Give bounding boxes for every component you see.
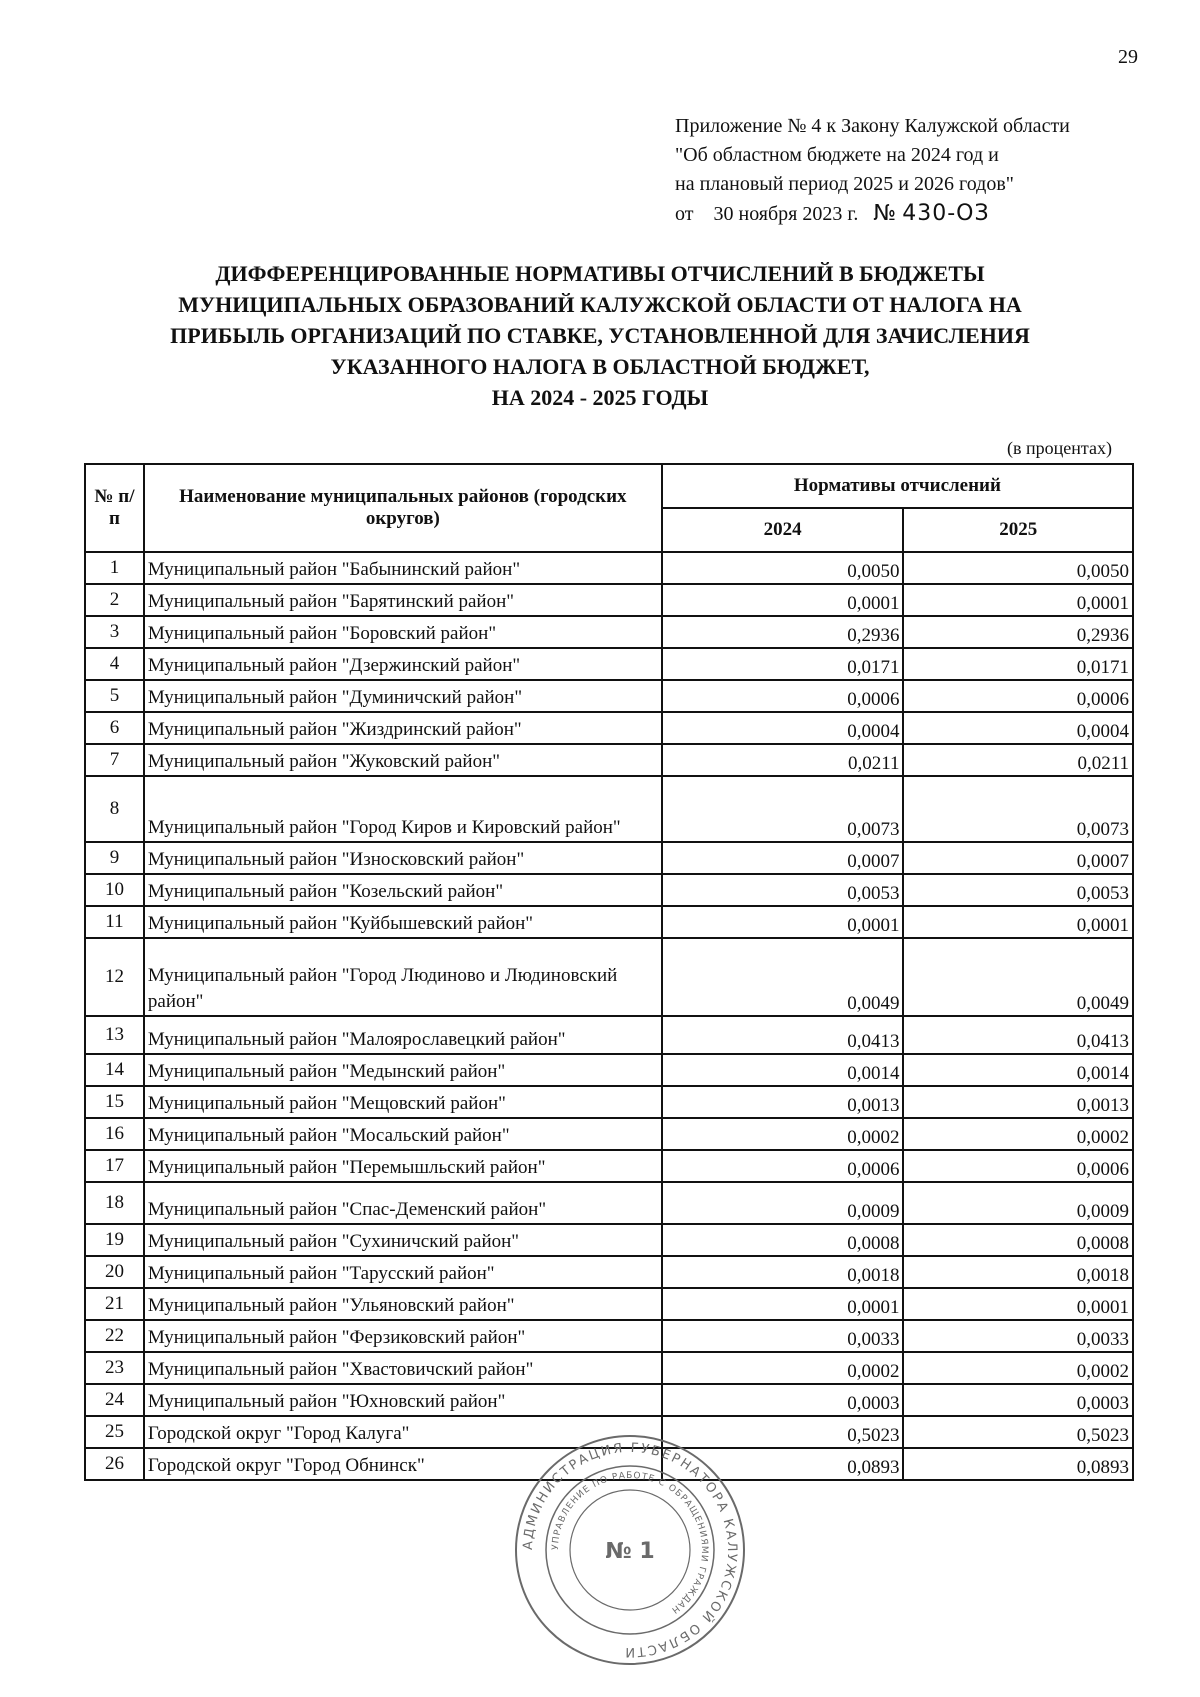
table-row xyxy=(85,1224,1133,1256)
table-row xyxy=(85,1182,1133,1224)
municipality-name: Муниципальный район "Бабынинский район" xyxy=(144,552,662,584)
norm-2025: 0,0004 xyxy=(903,712,1133,744)
row-number: 14 xyxy=(85,1054,144,1086)
municipality-name: Городской округ "Город Обнинск" xyxy=(144,1448,662,1480)
table-row xyxy=(85,1054,1133,1086)
municipality-name: Муниципальный район "Хвастовичский район" xyxy=(144,1352,662,1384)
row-number: 24 xyxy=(85,1384,144,1416)
document-title xyxy=(100,258,1100,413)
norm-2024: 0,0018 xyxy=(662,1256,904,1288)
municipality-name: Муниципальный район "Мещовский район" xyxy=(144,1086,662,1118)
table-row xyxy=(85,1256,1133,1288)
table-row xyxy=(85,1288,1133,1320)
table-row xyxy=(85,1352,1133,1384)
row-number: 8 xyxy=(85,776,144,842)
row-number: 7 xyxy=(85,744,144,776)
municipality-name: Городской округ "Город Калуга" xyxy=(144,1416,662,1448)
norm-2024: 0,0001 xyxy=(662,584,904,616)
norm-2025: 0,0033 xyxy=(903,1320,1133,1352)
norm-2025: 0,2936 xyxy=(903,616,1133,648)
title-line-4: УКАЗАННОГО НАЛОГА В ОБЛАСТНОЙ БЮДЖЕТ, xyxy=(330,354,870,379)
table-row xyxy=(85,712,1133,744)
table-row xyxy=(85,616,1133,648)
norm-2025: 0,0007 xyxy=(903,842,1133,874)
norms-table xyxy=(84,463,1134,1481)
row-number: 5 xyxy=(85,680,144,712)
row-number: 22 xyxy=(85,1320,144,1352)
svg-text:УПРАВЛЕНИЕ ПО РАБОТЕ С ОБРАЩЕН xyxy=(551,1471,709,1615)
table-row xyxy=(85,1118,1133,1150)
header-norms-group: Нормативы отчислений xyxy=(662,464,1133,508)
table-row xyxy=(85,1150,1133,1182)
table-row xyxy=(85,938,1133,1016)
norm-2025: 0,0014 xyxy=(903,1054,1133,1086)
norm-2024: 0,0049 xyxy=(662,938,904,1016)
appendix-date-line xyxy=(675,199,1155,229)
title-line-3: ПРИБЫЛЬ ОРГАНИЗАЦИЙ ПО СТАВКЕ, УСТАНОВЛЕННОЙ ДЛЯ ЗАЧИСЛЕНИЯ xyxy=(170,323,1030,348)
row-number: 20 xyxy=(85,1256,144,1288)
table-row xyxy=(85,1086,1133,1118)
norm-2025: 0,0018 xyxy=(903,1256,1133,1288)
municipality-name: Муниципальный район "Жуковский район" xyxy=(144,744,662,776)
row-number: 16 xyxy=(85,1118,144,1150)
row-number: 19 xyxy=(85,1224,144,1256)
municipality-name: Муниципальный район "Думиничский район" xyxy=(144,680,662,712)
norm-2024: 0,0004 xyxy=(662,712,904,744)
norm-2025: 0,0001 xyxy=(903,906,1133,938)
norm-2025: 0,5023 xyxy=(903,1416,1133,1448)
row-number: 10 xyxy=(85,874,144,906)
municipality-name: Муниципальный район "Ульяновский район" xyxy=(144,1288,662,1320)
municipality-name: Муниципальный район "Жиздринский район" xyxy=(144,712,662,744)
row-number: 1 xyxy=(85,552,144,584)
norm-2024: 0,0014 xyxy=(662,1054,904,1086)
norm-2024: 0,0050 xyxy=(662,552,904,584)
norm-2024: 0,0002 xyxy=(662,1352,904,1384)
table-row xyxy=(85,906,1133,938)
appendix-number-prefix: № xyxy=(873,201,898,226)
norm-2024: 0,0001 xyxy=(662,906,904,938)
norm-2025: 0,0006 xyxy=(903,680,1133,712)
norm-2024: 0,0073 xyxy=(662,776,904,842)
table-row xyxy=(85,1384,1133,1416)
municipality-name: Муниципальный район "Ферзиковский район" xyxy=(144,1320,662,1352)
appendix-line-2: "Об областном бюджете на 2024 год и xyxy=(675,144,999,166)
norm-2025: 0,0002 xyxy=(903,1352,1133,1384)
norm-2025: 0,0002 xyxy=(903,1118,1133,1150)
row-number: 6 xyxy=(85,712,144,744)
norm-2025: 0,0009 xyxy=(903,1182,1133,1224)
title-line-5: НА 2024 - 2025 ГОДЫ xyxy=(491,385,709,410)
appendix-line-3: на плановый период 2025 и 2026 годов" xyxy=(675,173,1014,195)
row-number: 13 xyxy=(85,1016,144,1054)
table-row xyxy=(85,648,1133,680)
header-num: № п/п xyxy=(85,464,144,552)
stamp-middle-ring xyxy=(546,1466,714,1634)
norm-2025: 0,0050 xyxy=(903,552,1133,584)
norm-2024: 0,0033 xyxy=(662,1320,904,1352)
municipality-name: Муниципальный район "Юхновский район" xyxy=(144,1384,662,1416)
row-number: 3 xyxy=(85,616,144,648)
row-number: 17 xyxy=(85,1150,144,1182)
norm-2025: 0,0171 xyxy=(903,648,1133,680)
appendix-law-number: 430-ОЗ xyxy=(902,201,990,226)
units-note: (в процентах) xyxy=(1007,438,1112,458)
stamp-inner-text: УПРАВЛЕНИЕ ПО РАБОТЕ С ОБРАЩЕНИЯМИ ГРАЖДАН xyxy=(550,1470,710,1616)
norm-2025: 0,0893 xyxy=(903,1448,1133,1480)
row-number: 23 xyxy=(85,1352,144,1384)
row-number: 2 xyxy=(85,584,144,616)
title-line-2: МУНИЦИПАЛЬНЫХ ОБРАЗОВАНИЙ КАЛУЖСКОЙ ОБЛАСТИ ОТ НАЛОГА НА xyxy=(178,292,1022,317)
norm-2024: 0,2936 xyxy=(662,616,904,648)
appendix-header xyxy=(675,112,1155,229)
table-row xyxy=(85,584,1133,616)
appendix-date-prefix: от xyxy=(675,203,694,225)
table-row xyxy=(85,842,1133,874)
municipality-name: Муниципальный район "Медынский район" xyxy=(144,1054,662,1086)
row-number: 21 xyxy=(85,1288,144,1320)
table-body xyxy=(85,552,1133,1480)
norm-2024: 0,0413 xyxy=(662,1016,904,1054)
stamp-number: № 1 xyxy=(605,1539,655,1564)
table-row xyxy=(85,680,1133,712)
row-number: 4 xyxy=(85,648,144,680)
row-number: 9 xyxy=(85,842,144,874)
table-row xyxy=(85,776,1133,842)
row-number: 15 xyxy=(85,1086,144,1118)
municipality-name: Муниципальный район "Перемышльский район" xyxy=(144,1150,662,1182)
row-number: 25 xyxy=(85,1416,144,1448)
municipality-name: Муниципальный район "Козельский район" xyxy=(144,874,662,906)
municipality-name: Муниципальный район "Город Людиново и Людиновский район" xyxy=(144,938,662,1016)
municipality-name: Муниципальный район "Куйбышевский район" xyxy=(144,906,662,938)
municipality-name: Муниципальный район "Мосальский район" xyxy=(144,1118,662,1150)
norm-2024: 0,0007 xyxy=(662,842,904,874)
norm-2024: 0,0893 xyxy=(662,1448,904,1480)
title-line-1: ДИФФЕРЕНЦИРОВАННЫЕ НОРМАТИВЫ ОТЧИСЛЕНИЙ В БЮДЖЕТЫ xyxy=(215,261,985,286)
stamp-outer-text: АДМИНИСТРАЦИЯ ГУБЕРНАТОРА КАЛУЖСКОЙ ОБЛАСТИ xyxy=(520,1440,740,1660)
norm-2024: 0,0008 xyxy=(662,1224,904,1256)
appendix-line-1: Приложение № 4 к Закону Калужской области xyxy=(675,115,1070,137)
norm-2025: 0,0001 xyxy=(903,1288,1133,1320)
norm-2025: 0,0413 xyxy=(903,1016,1133,1054)
norm-2025: 0,0001 xyxy=(903,584,1133,616)
table-row xyxy=(85,874,1133,906)
row-number: 11 xyxy=(85,906,144,938)
appendix-date: 30 ноября 2023 г. xyxy=(713,203,859,225)
norm-2024: 0,0211 xyxy=(662,744,904,776)
table-row xyxy=(85,744,1133,776)
norm-2024: 0,0171 xyxy=(662,648,904,680)
row-number: 12 xyxy=(85,938,144,1016)
norm-2025: 0,0003 xyxy=(903,1384,1133,1416)
norm-2024: 0,0006 xyxy=(662,1150,904,1182)
municipality-name: Муниципальный район "Город Киров и Кировский район" xyxy=(144,776,662,842)
stamp-inner-ring xyxy=(570,1490,690,1610)
norm-2024: 0,5023 xyxy=(662,1416,904,1448)
norm-2024: 0,0006 xyxy=(662,680,904,712)
norm-2025: 0,0008 xyxy=(903,1224,1133,1256)
table-row xyxy=(85,1016,1133,1054)
municipality-name: Муниципальный район "Малоярославецкий район" xyxy=(144,1016,662,1054)
header-name: Наименование муниципальных районов (городских округов) xyxy=(144,464,662,552)
municipality-name: Муниципальный район "Дзержинский район" xyxy=(144,648,662,680)
norm-2024: 0,0009 xyxy=(662,1182,904,1224)
norm-2024: 0,0013 xyxy=(662,1086,904,1118)
norm-2025: 0,0053 xyxy=(903,874,1133,906)
norm-2024: 0,0002 xyxy=(662,1118,904,1150)
norm-2025: 0,0211 xyxy=(903,744,1133,776)
header-year-2024: 2024 xyxy=(662,508,904,552)
table-row xyxy=(85,552,1133,584)
norm-2025: 0,0013 xyxy=(903,1086,1133,1118)
municipality-name: Муниципальный район "Боровский район" xyxy=(144,616,662,648)
norm-2025: 0,0049 xyxy=(903,938,1133,1016)
municipality-name: Муниципальный район "Износковский район" xyxy=(144,842,662,874)
table-row xyxy=(85,1320,1133,1352)
municipality-name: Муниципальный район "Тарусский район" xyxy=(144,1256,662,1288)
page-number: 29 xyxy=(1118,46,1138,68)
header-year-2025: 2025 xyxy=(903,508,1133,552)
norm-2025: 0,0006 xyxy=(903,1150,1133,1182)
norm-2024: 0,0003 xyxy=(662,1384,904,1416)
row-number: 18 xyxy=(85,1182,144,1224)
norm-2025: 0,0073 xyxy=(903,776,1133,842)
table-row xyxy=(85,1448,1133,1480)
municipality-name: Муниципальный район "Спас-Деменский район" xyxy=(144,1182,662,1224)
row-number: 26 xyxy=(85,1448,144,1480)
norm-2024: 0,0001 xyxy=(662,1288,904,1320)
norm-2024: 0,0053 xyxy=(662,874,904,906)
municipality-name: Муниципальный район "Барятинский район" xyxy=(144,584,662,616)
municipality-name: Муниципальный район "Сухиничский район" xyxy=(144,1224,662,1256)
table-row xyxy=(85,1416,1133,1448)
